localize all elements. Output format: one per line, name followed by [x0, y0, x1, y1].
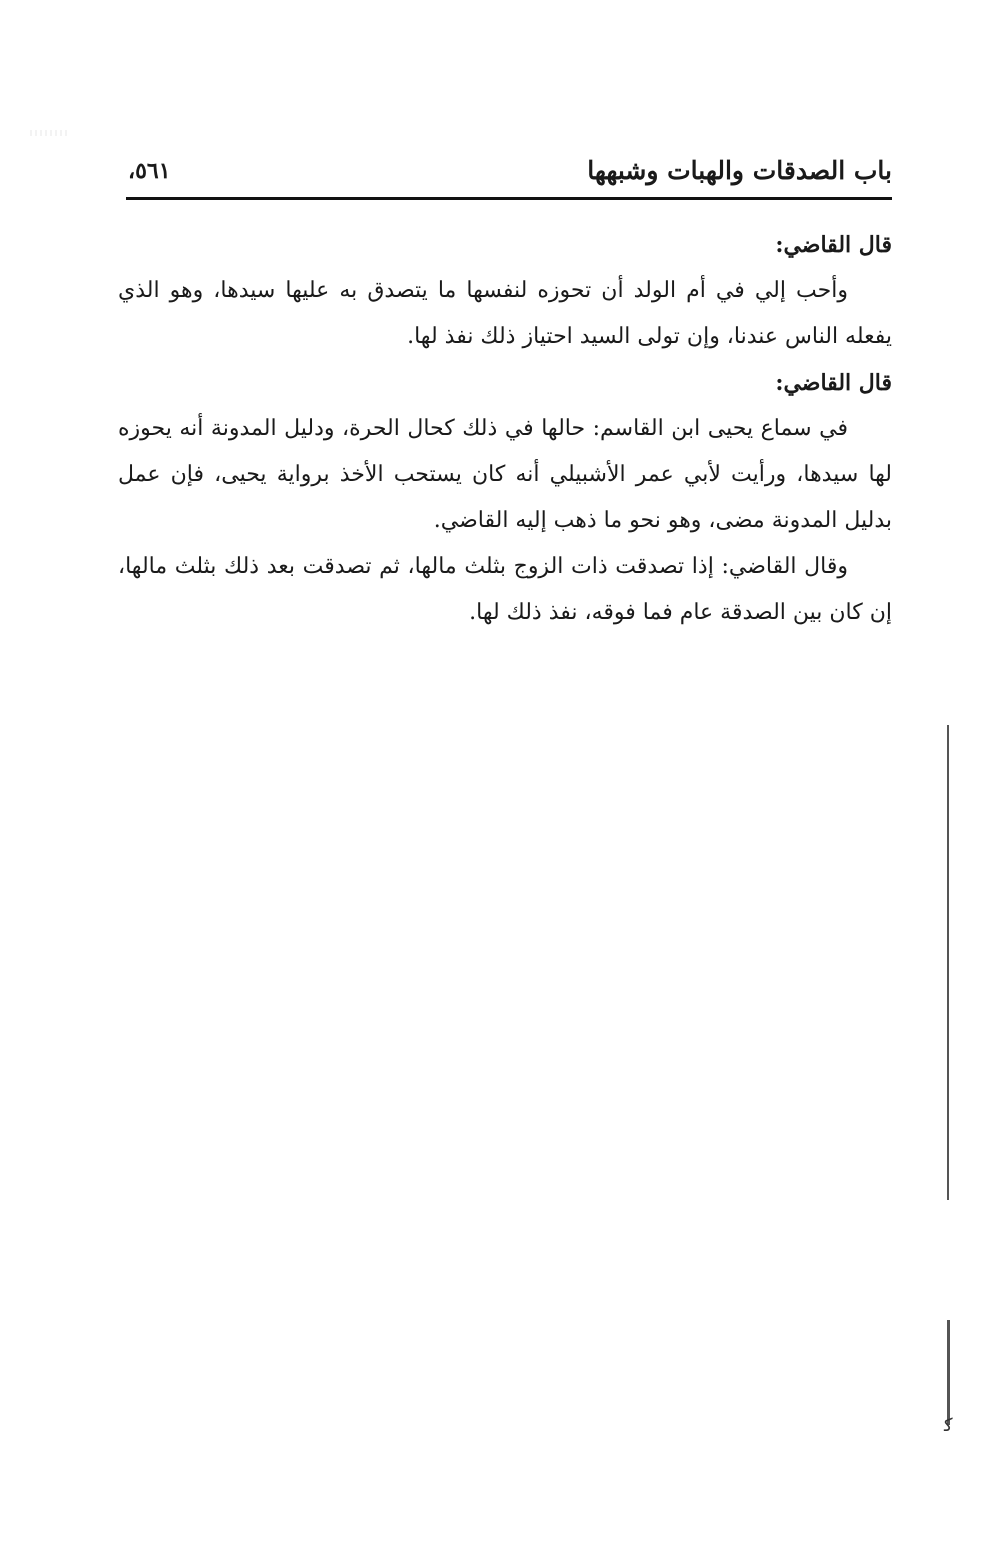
- scan-edge-line: [947, 1320, 950, 1425]
- paragraph: وقال القاضي: إذا تصدقت ذات الزوج بثلث مالها، ثم تصدقت بعد ذلك بثلث مالها، إن كان بين الصدقة عام فما فوقه، نفذ ذلك لها.: [118, 554, 892, 625]
- scan-ink-mark: ﻛ: [944, 1415, 953, 1436]
- paragraph: في سماع يحيى ابن القاسم: حالها في ذلك كحال الحرة، ودليل المدونة أنه يحوزه لها سيدها، ورأيت لأبي عمر الأشبيلي أنه كان يستحب الأخذ برواية يحيى، فإن عمل بدليل المدونة مضى، وهو نحو ما ذهب إليه القاضي.: [118, 416, 892, 533]
- section-heading: قال القاضي:: [775, 232, 892, 258]
- paragraph: وأحب إلي في أم الولد أن تحوزه لنفسها ما يتصدق به عليها سيدها، وهو الذي يفعله الناس عندنا، وإن تولى السيد احتياز ذلك نفذ لها.: [118, 278, 892, 349]
- scan-speck: [30, 130, 70, 136]
- page-number: ٥٦١،: [128, 158, 171, 184]
- scan-margin-marks: [944, 725, 954, 1445]
- scan-edge-line: [947, 725, 949, 1200]
- body-text: [118, 222, 892, 636]
- section-heading: قال القاضي:: [775, 370, 892, 396]
- header-rule: [126, 197, 892, 200]
- running-header: [126, 150, 892, 202]
- chapter-title: باب الصدقات والهبات وشبهها: [587, 156, 892, 185]
